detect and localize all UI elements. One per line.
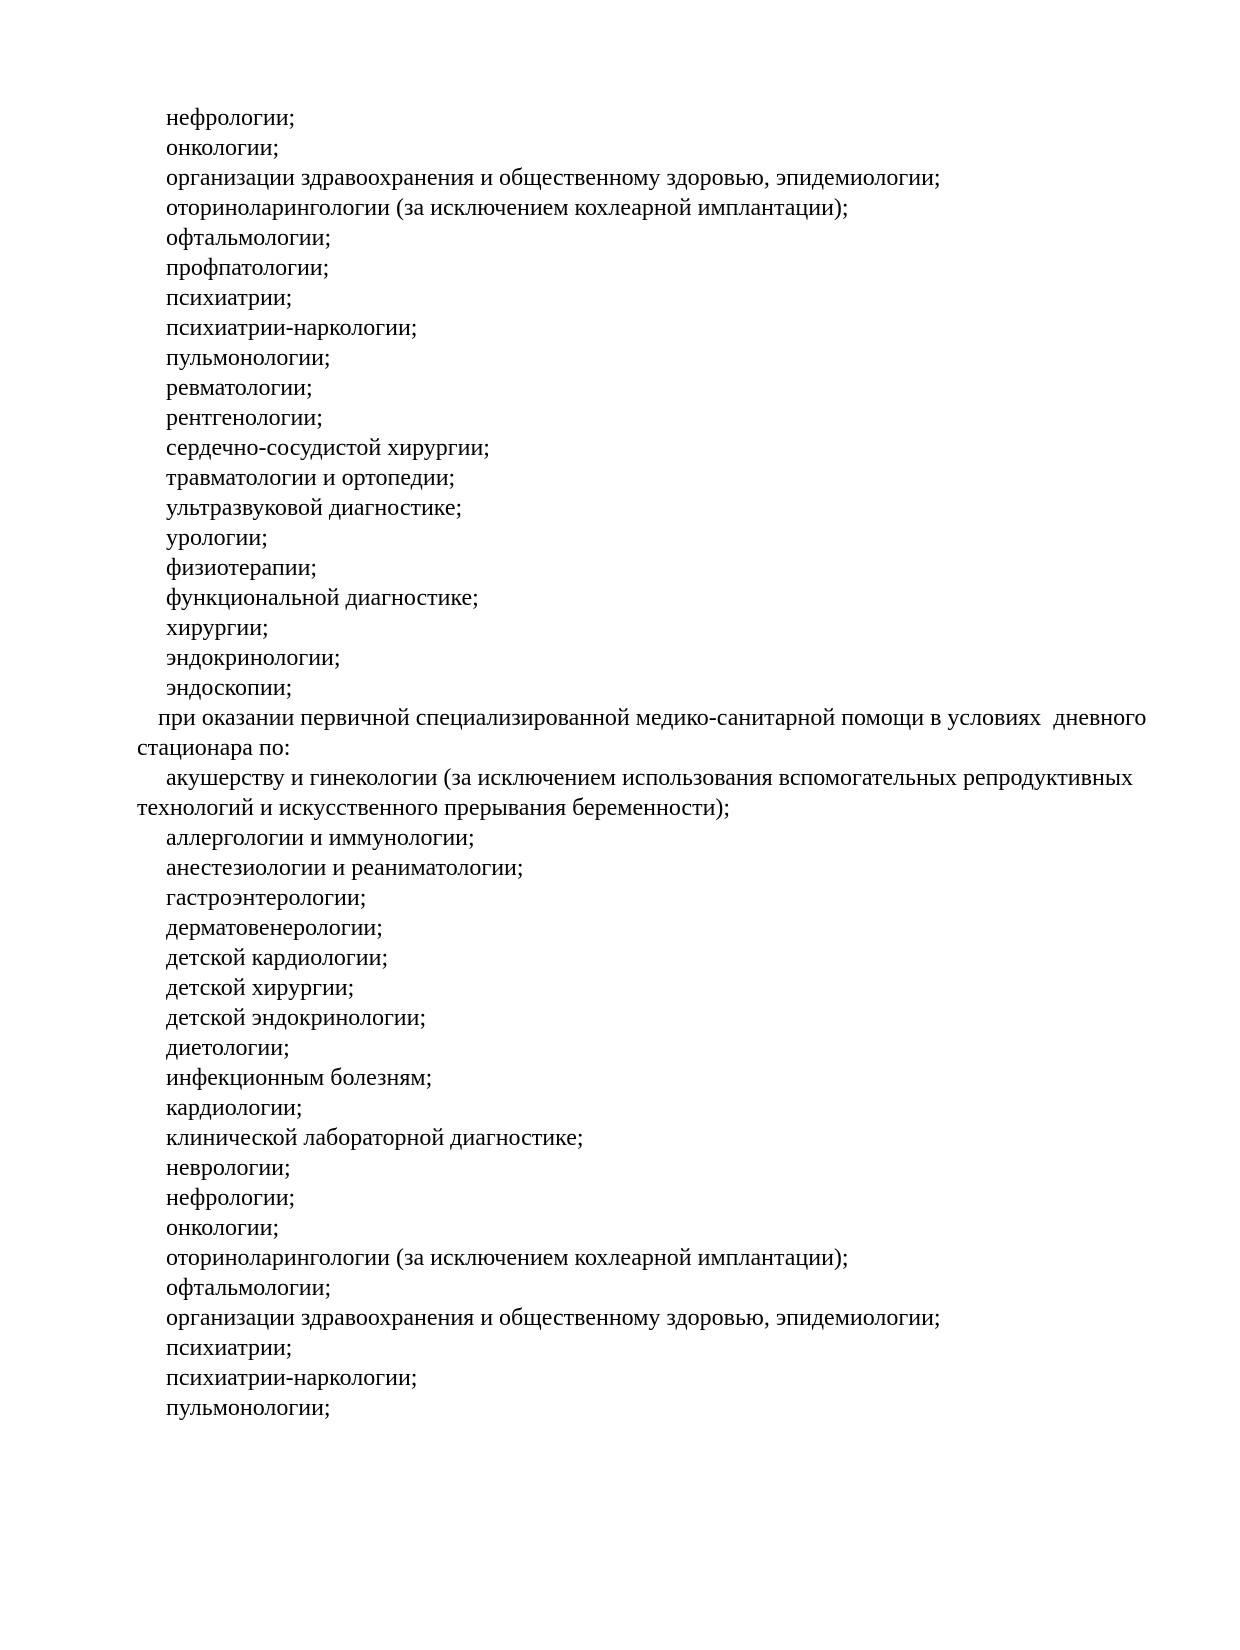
document-line: психиатрии; [166, 285, 293, 311]
document-text-block [137, 103, 1214, 1423]
document-line: организации здравоохранения и общественному здоровью, эпидемиологии; [166, 165, 941, 191]
document-line: онкологии; [166, 1215, 280, 1241]
document-line: рентгенологии; [166, 405, 323, 431]
document-line: эндоскопии; [166, 675, 293, 701]
document-line: психиатрии; [166, 1335, 293, 1361]
document-line: дерматовенерологии; [166, 915, 383, 941]
document-line: аллергологии и иммунологии; [166, 825, 475, 851]
document-line: при оказании первичной специализированной медико-санитарной помощи в условиях дневного [158, 705, 1147, 731]
document-line: кардиологии; [166, 1095, 303, 1121]
document-line: психиатрии-наркологии; [166, 315, 418, 341]
document-line: клинической лабораторной диагностике; [166, 1125, 584, 1151]
document-line: пульмонологии; [166, 345, 331, 371]
document-line: функциональной диагностике; [166, 585, 479, 611]
document-line: организации здравоохранения и общественному здоровью, эпидемиологии; [166, 1305, 941, 1331]
document-line: оториноларингологии (за исключением кохлеарной имплантации); [166, 1245, 849, 1271]
document-line: нефрологии; [166, 1185, 296, 1211]
document-line: оториноларингологии (за исключением кохлеарной имплантации); [166, 195, 849, 221]
document-line: травматологии и ортопедии; [166, 465, 456, 491]
document-line: гастроэнтерологии; [166, 885, 367, 911]
document-line: анестезиологии и реаниматологии; [166, 855, 524, 881]
document-line: офтальмологии; [166, 1275, 332, 1301]
document-line: детской кардиологии; [166, 945, 389, 971]
document-line: стационара по: [137, 735, 291, 761]
document-line: акушерству и гинекологии (за исключением использования вспомогательных репродуктивных [166, 765, 1133, 791]
document-line: физиотерапии; [166, 555, 318, 581]
document-line: психиатрии-наркологии; [166, 1365, 418, 1391]
document-line: сердечно-сосудистой хирургии; [166, 435, 490, 461]
document-line: детской хирургии; [166, 975, 355, 1001]
document-line: эндокринологии; [166, 645, 341, 671]
document-line: профпатологии; [166, 255, 330, 281]
document-line: хирургии; [166, 615, 269, 641]
document-line: ревматологии; [166, 375, 313, 401]
document-line: ультразвуковой диагностике; [166, 495, 463, 521]
document-line: неврологии; [166, 1155, 291, 1181]
document-line: детской эндокринологии; [166, 1005, 427, 1031]
document-line: офтальмологии; [166, 225, 332, 251]
document-line: технологий и искусственного прерывания беременности); [137, 795, 731, 821]
document-line: диетологии; [166, 1035, 290, 1061]
document-line: пульмонологии; [166, 1395, 331, 1421]
document-line: инфекционным болезням; [166, 1065, 433, 1091]
document-line: нефрологии; [166, 105, 296, 131]
document-line: онкологии; [166, 135, 280, 161]
document-line: урологии; [166, 525, 268, 551]
